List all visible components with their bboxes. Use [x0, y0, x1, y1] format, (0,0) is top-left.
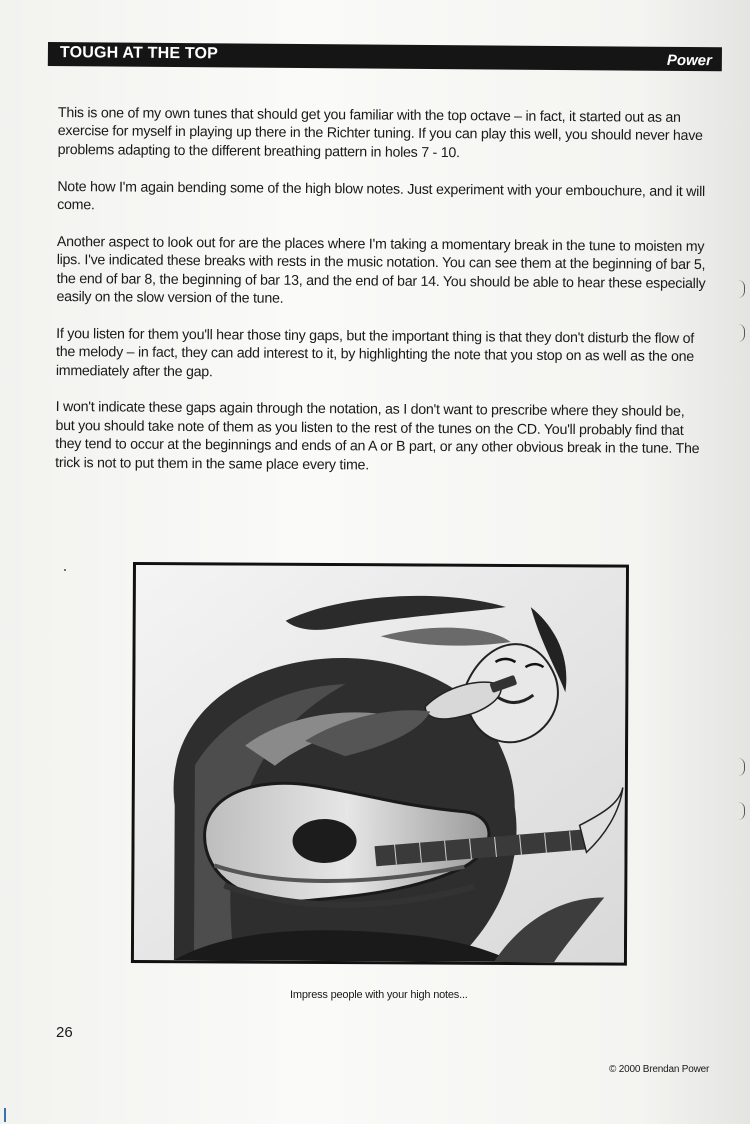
paragraph: I won't indicate these gaps again through the notation, as I don't want to prescribe where they should be, but you should take note of them as you listen to the rest of the tunes on the CD. You'll probably find that they tend to occur at the beginnings and ends of an A or B part, or any other obvious break in the tune. The trick is not to put them in the same place every time. [55, 399, 700, 474]
paragraph: If you listen for them you'll hear those tiny gaps, but the important thing is that they don't disturb the flow of the melody – in fact, they can add interest to it, by highlighting the note that you stop on as well as the one immediately after the gap. [55, 325, 695, 380]
author-brand: Power [666, 51, 712, 70]
edge-mark [4, 1108, 6, 1122]
paragraph: Note how I'm again bending some of the high blow notes. Just experiment with your embouchure, and it will come. [57, 178, 705, 214]
page-number: 26 [56, 1024, 73, 1041]
paragraph: This is one of my own tunes that should get you familiar with the top octave – in fact, it started out as an exercise for myself in playing up there in the Richter tuning. If you can play this well, you should never have problems adapting to the different breathing pattern in holes 7 - 10. [57, 104, 703, 161]
body-text [55, 104, 708, 496]
photo-caption: Impress people with your high notes... [290, 989, 468, 1001]
copyright-notice: © 2000 Brendan Power [609, 1064, 710, 1075]
print-speck [64, 569, 66, 571]
performer-photo [131, 562, 629, 966]
swirl-photo-illustration [134, 565, 626, 963]
paragraph: Another aspect to look out for are the places where I'm taking a momentary break in the tune to moisten my lips. I've indicated these breaks with rests in the music notation. You can see them at the beginning of bar 5, the end of bar 8, the beginning of bar 13, and the end of bar 14. You should be able to hear these especially easily on the slow version of the tune. [56, 233, 706, 307]
chapter-title: TOUGH AT THE TOP [59, 44, 219, 63]
